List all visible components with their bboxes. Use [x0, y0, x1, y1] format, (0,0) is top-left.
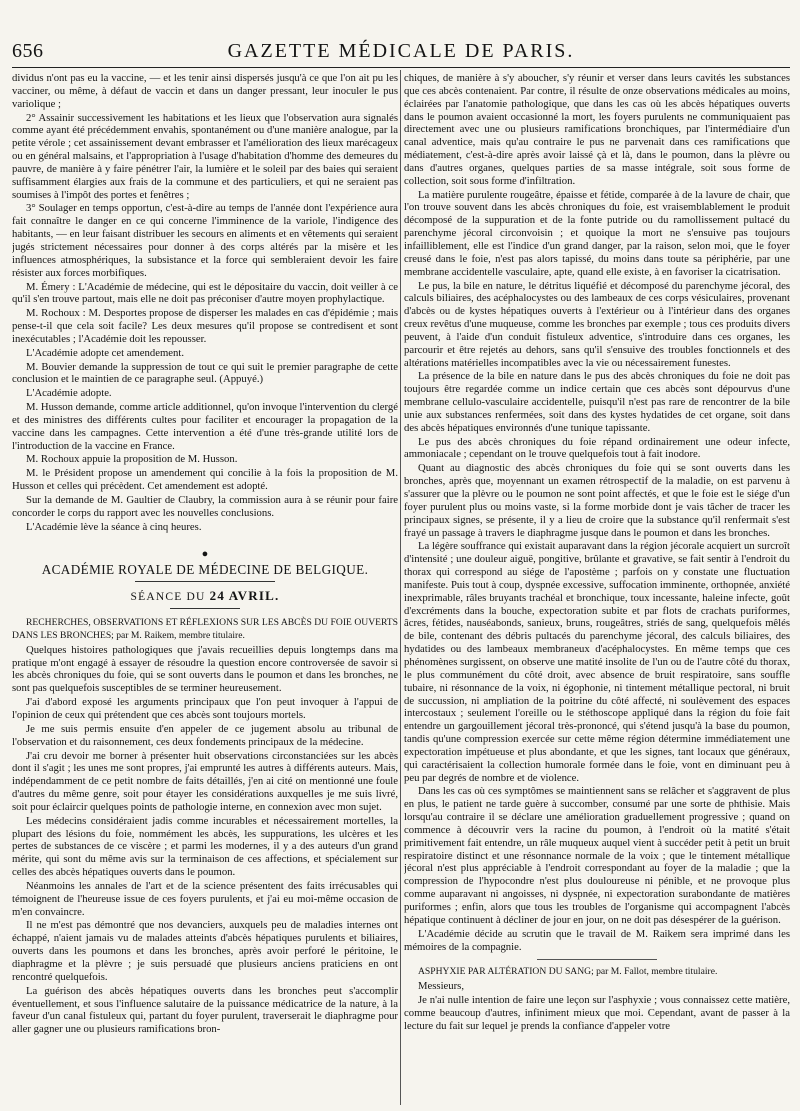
paragraph: La matière purulente rougeâtre, épaisse et fétide, comparée à de la lavure de chair, que l'on trouve souvent dans les abcès chroniques du foie, est vraisemblablement le produit décomposé de la suppuration et de la fonte putride ou du ramollissement pultacé du parenchyme jécoral circonvoisin ; et quoique la mort ne s'ensuive pas toujours infailliblement, elle est l'indice d'un grand danger, par la raison, selon moi, que le foyer creusé dans le foie, n'est pas alors tapissé, du moins dans toute sa périphérie, par une membrane accidentelle vasculaire, apte, quand elle existe, à en favoriser la cicatrisation. [404, 188, 790, 278]
paragraph: Je me suis permis ensuite d'en appeler de ce jugement absolu au tribunal de l'observation et du raisonnement, ces deux fondements principaux de la médecine. [12, 722, 398, 748]
paragraph: M. Bouvier demande la suppression de tout ce qui suit le premier paragraphe de cette conclusion et le maintien de ce paragraphe seul. (Appuyé.) [12, 360, 398, 386]
paragraph: Dans les cas où ces symptômes se maintiennent sans se relâcher et s'aggravent de plus en plus, le patient ne tarde guère à succomber, consumé par une sorte de phthisie. Mais lorsqu'au contraire il se déclare une amélioration graduellement progressive ; quand on commence à découvrir vers la racine du poumon, à l'endroit où la matité s'était primitivement fait entendre, un râle muqueux auquel vient à succéder petit à petit un bruit respiratoire distinct et une résonnance normale de la voix ; que le tintement métallique jécoral n'est plus appréciable à l'endroit correspondant au foyer de la maladie ; que la compression de l'hypocondre n'est plus douloureuse ni pénible, et ne provoque plus comme auparavant ni angoisses, ni dyspnée, ni expectoration surabondante de matières puriformes ; enfin, alors que tous les troubles de l'organisme qui accompagnent l'abcès hépatique continuent à décliner de jour en jour, on ne doit pas désespérer de la guérison. [404, 785, 790, 926]
header-rule [12, 67, 790, 68]
page-header [12, 40, 790, 66]
seance-label: SÉANCE DU [130, 591, 210, 604]
paragraph: Sur la demande de M. Gaultier de Claubry, la commission aura à se réunir pour faire concorder le corps du rapport avec les nouvelles conclusions. [12, 494, 398, 519]
page-number: 656 [12, 40, 44, 62]
paragraph: Néanmoins les annales de l'art et de la science présentent des faits irrécusables qui témoignent de l'heureuse issue de ces foyers purulents, et j'ai eu moi-même occasion de m'en convaincre. [12, 879, 398, 918]
ornament-dot: ● [201, 547, 209, 560]
paragraph: La présence de la bile en nature dans le pus des abcès chroniques du foie ne doit pas toujours être regardée comme un indice certain que ces abcès sont dépourvus d'une membrane cellulo-vasculaire accidentelle, puisqu'il n'est pas rare de rencontrer de la bile unie aux substances renfermées, soit dans des kystes hydatides de cet organe, soit dans des abcès hépatiques environnés d'une tunique tapissante. [404, 370, 790, 434]
paragraph: Le pus, la bile en nature, le détritus liquéfié et décomposé du parenchyme jécoral, des calculs biliaires, des acéphalocystes ou des lambeaux de ces corps vésiculaires, provenant d'abcès ou de kystes hépatiques ouverts à l'extérieur ou à l'intérieur dans des organes creux revêtus d'une muqueuse, comme les bronches par exemple ; tous ces produits divers peuvent, à l'aide d'un conduit fistuleux adventice, s'introduire dans ces organes, les parcourir et être rejetés au dehors, sans qu'il s'ensuive des troubles fonctionnels et des altérations matérielles incompatibles avec la vie ou nécessairement funestes. [404, 279, 790, 369]
column-divider [400, 70, 401, 1105]
paragraph: La guérison des abcès hépatiques ouverts dans les bronches peut s'accomplir éventuellement, et sous l'influence salutaire de la puissance médicatrice de la nature, à la faveur d'un canal fistuleux qui, partant du foyer purulent, traverserait le diaphragme pour aller gagner une ou plusieurs ramifications bron- [12, 984, 398, 1036]
seance-heading [12, 590, 398, 604]
section-rule [537, 959, 657, 960]
left-column [12, 72, 398, 1102]
paragraph: La légère souffrance qui existait auparavant dans la région jécorale acquiert un surcroît d'intensité ; une douleur aiguë, pongitive, brûlante et gravative, se fait sentir à l'endroit du thorax qui correspond au siége de l'apostème ; parfois on y constate une fluctuation manifeste. Puis tout à coup, dyspnée excessive, suffocation imminente, orthopnée, anxiété inexprimable, râles bruyants trachéal et bronchique, toux incessante, haleine infecte, goût d'excréments dans la bouche, expectoration subite et par flots de crachats puriformes, âcres, fétides, nauséabonds, sanieux, bruns, rougeâtres, striés de sang, quelquefois mêlés de bile, contenant des débris pultacés du parenchyme jécoral, des calculs biliaires, des hydatides ou des lambeaux membraneux d'acéphalocystes. En même temps que ces phénomènes surgissent, on observe une matité insolite de l'un ou de l'autre côté du thorax, le plus communément du côté droit, avec absence de bruit respiratoire, sans souffle tubaire, ni résonnance de la voix, ni égophonie, ni tintement métallique pectoral, ni bruit de succussion, ni ampliation de la poitrine du côté affecté, ni soulèvement des espaces intercostaux ; seulement l'oreille ou le stéthoscope appliqué dans la région du foie fait entendre un gargouillement jécoral très-prononcé, qui s'étend jusqu'à la base du poumon, tandis qu'une compression exercée sur cette même région détermine immédiatement une expectoration impétueuse et plus abondante, et que les signes, tant locaux que généraux, qui caractérisaient la collection humorale formée dans le foie, vont en diminuant peu à peu par degrés de nombre et de violence. [404, 540, 790, 784]
article-title: RECHERCHES, OBSERVATIONS ET RÉFLEXIONS SUR LES ABCÈS DU FOIE OUVERTS DANS LES BRONCHES; par M. Raikem, membre titulaire. [12, 617, 398, 641]
academy-title: ACADÉMIE ROYALE DE MÉDECINE DE BELGIQUE. [41, 562, 369, 578]
paragraph: Quant au diagnostic des abcès chroniques du foie qui se sont ouverts dans les bronches, après que, moyennant un examen rétrospectif de la maladie, on est parvenu à s'assurer que la plèvre ou le poumon ne sont point affectés, et que le foie est le siége d'un foyer purulent plus ou moins vaste, si la forme morbide dont je vais tâcher de tracer les principaux signes, se présente, il y a lieu de croire que la substance qu'il renfermait s'est frayé un passage à travers le diaphragme jusque dans le poumon et dans les bronches. [404, 462, 790, 539]
paragraph: chiques, de manière à s'y aboucher, s'y réunir et verser dans leurs cavités les substances que ces abcès contenaient. Par contre, il résulte de onze observations médicales au moins, éclairées par l'anatomie pathologique, que dans les cas où les abcès hépatiques ouverts dans le poumon avaient occasionné la mort, les foyers purulents ne communiquaient pas directement avec une ou plusieurs ramifications bronchiques, par l'intermédiaire d'un canal adventice, mais qu'au contraire le pus ne parvenait dans ces ramifications que médiatement, c'est-à-dire après avoir laissé çà et là, dans le poumon, dans la plèvre ou dans d'autres organes, quelques parties de sa masse intégrale, soit sous forme de collection, soit sous forme d'infiltration. [404, 72, 790, 187]
paragraph: M. Husson demande, comme article additionnel, qu'on invoque l'intervention du clergé et des ministres des différents cultes pour faciliter et encourager la propagation de la vaccine dans les campagnes. Cette intervention a été d'une très-grande utilité lors de l'introduction de la vaccine en France. [12, 401, 398, 452]
paragraph: L'Académie lève la séance à cinq heures. [26, 520, 202, 533]
section-rule [135, 581, 275, 582]
paragraph: L'Académie adopte cet amendement. [26, 346, 185, 359]
paragraph: Je n'ai nulle intention de faire une leçon sur l'asphyxie ; vous connaissez cette matière, comme beaucoup d'autres, infiniment mieux que moi. Cependant, avant de passer à la lecture du fait sur lequel je prends la confiance d'appeler votre [404, 994, 790, 1032]
paragraph: M. le Président propose un amendement qui concilie à la fois la proposition de M. Husson et celles qui précèdent. Cet amendement est adopté. [12, 467, 398, 493]
paragraph: 2° Assainir successivement les habitations et les lieux que l'observation aura signalés comme ayant été précédemment envahis, spontanément ou d'une manière analogue, par la petite vérole ; cet assainissement devant embrasser et l'amélioration des lieux marécageux ou en général malsains, et l'appropriation à l'usage d'habitation d'homme des demeures du pauvre, de manière à y faire pénétrer l'air, la lumière et le soleil par des baies qui seraient suffisamment élargies aux frais de la commune et des particuliers, et qui ne seraient pas soumises à l'impôt des portes et fenêtres ; [12, 111, 398, 201]
paragraph: J'ai d'abord exposé les arguments principaux que l'on peut invoquer à l'appui de l'opinion de ceux qui prétendent que ces abcès sont toujours mortels. [12, 696, 398, 721]
paragraph: M. Rochoux appuie la proposition de M. Husson. [26, 453, 238, 466]
paragraph: Les médecins considéraient jadis comme incurables et nécessairement mortelles, la plupart des lésions du foie, nommément les abcès, les suppurations, les ulcères et les pertes de substances de ce viscère ; et parmi les modernes, il y a des auteurs d'un grand mérite, qui sont du même avis sur la terminaison de ces affections, et spécialement sur celles des abcès hépatiques ouverts dans le poumon. [12, 814, 398, 879]
paragraph: L'Académie adopte. [26, 387, 112, 400]
article-title: ASPHYXIE PAR ALTÉRATION DU SANG; par M. Fallot, membre titulaire. [418, 966, 718, 978]
paragraph: Quelques histoires pathologiques que j'avais recueillies depuis longtemps dans ma pratique m'ont engagé à essayer de résoudre la question encore controversée de savoir si les abcès chroniques du foie, qui se sont ouverts dans le poumon et dans les bronches, ne sont pas quelquefois susceptibles de se terminer heureusement. [12, 643, 398, 695]
paragraph: 3° Soulager en temps opportun, c'est-à-dire au temps de l'année dont l'expérience aura fait connaître le danger en ce qui concerne l'imminence de la variole, l'indigence des habitants, — en leur faisant distribuer les secours en aliments et en vêtements qui seraient jugés strictement nécessaires pour donner à des corps altérés par la misère et les influences atmosphériques, la subsistance et la force qui sembleraient devoir les faire résister aux forces morbifiques. [12, 202, 398, 279]
salutation: Messieurs, [418, 980, 465, 993]
paragraph: M. Émery : L'Académie de médecine, qui est le dépositaire du vaccin, doit veiller à ce qu'il s'en trouve partout, mais elle ne doit pas préconiser d'autre moyen prophylactique. [12, 280, 398, 306]
seance-date: 24 AVRIL. [209, 588, 280, 604]
paragraph: dividus n'ont pas eu la vaccine, — et les tenir ainsi dispersés jusqu'à ce que l'on ait pu les vacciner, ou même, à défaut de vaccin et dans un danger pressant, leur inoculer le pus variolique ; [12, 72, 398, 110]
paragraph: Il ne m'est pas démontré que nos devanciers, auxquels peu de maladies internes ont échappé, n'aient jamais vu de malades atteints d'abcès hépatiques purulents et biliaires, ouverts dans les poumons et dans les bronches, après avoir perforé le péritoine, le diaphragme et la plèvre ; je suis persuadé que plusieurs anciens praticiens en ont rencontré quelquefois. [12, 919, 398, 983]
seance-rule [170, 608, 240, 609]
paragraph: L'Académie décide au scrutin que le travail de M. Raikem sera imprimé dans les mémoires de la compagnie. [404, 927, 790, 953]
paragraph: M. Rochoux : M. Desportes propose de disperser les malades en cas d'épidémie ; mais pense-t-il que cela soit facile? Les deux mesures qu'il propose se contredisent et sont inexécutables ; l'Académie doit les repousser. [12, 307, 398, 345]
journal-title: GAZETTE MÉDICALE DE PARIS. [227, 40, 575, 62]
right-column [404, 72, 790, 1102]
paragraph: Le pus des abcès chroniques du foie répand ordinairement une odeur infecte, ammoniacale ; cependant on le trouve quelquefois tout à fait inodore. [404, 435, 790, 461]
paragraph: J'ai cru devoir me borner à présenter huit observations circonstanciées sur les abcès dont il s'agit ; les unes me sont propres, j'ai emprunté les autres à différents auteurs. Mais, indépendamment de ce petit nombre de faits détaillés, j'en ai cité on mentionné une foule d'autres du même genre, soit pour étayer les considérations auxquelles je me suis livré, soit pour éclaircir quelques points de pathologie interne, en connexion avec mon sujet. [12, 749, 398, 813]
